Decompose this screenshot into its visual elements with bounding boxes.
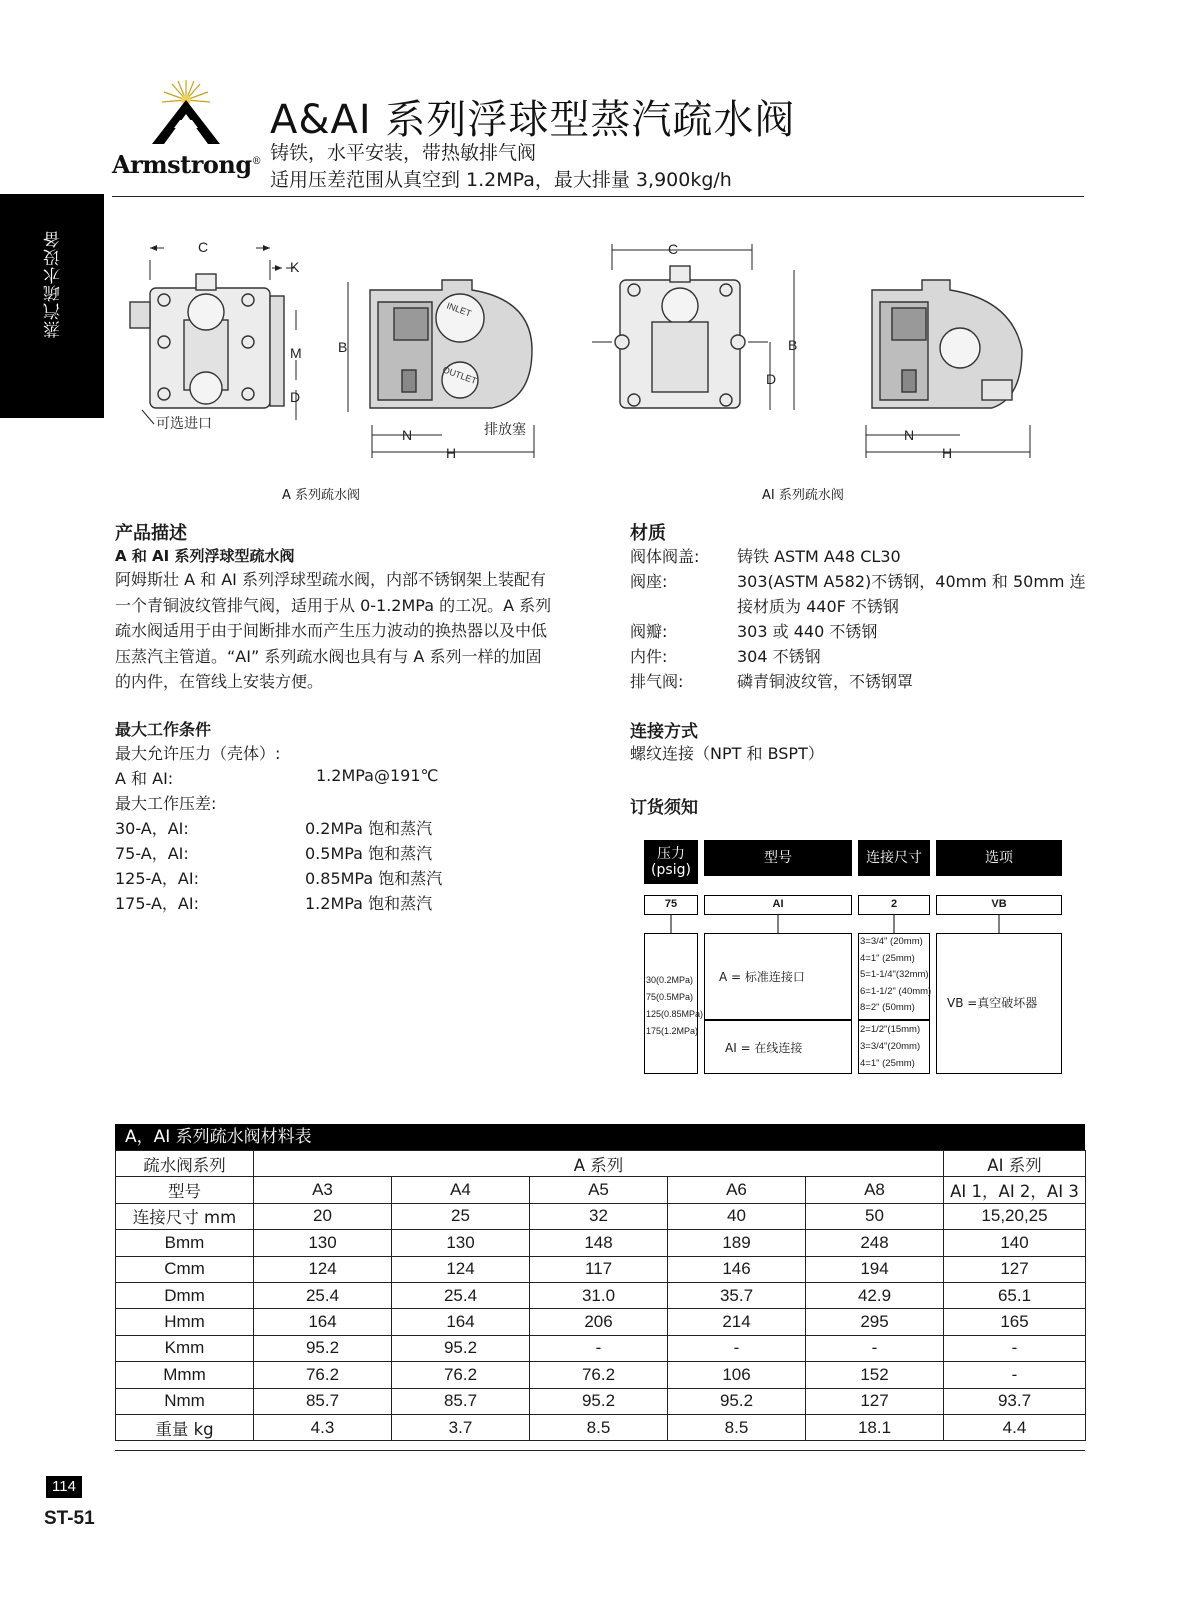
description-line: 一个青铜波纹管排气阀，适用于从 0-1.2MPa 的工况。A 系列 xyxy=(115,595,552,615)
dim-k-label: K xyxy=(290,259,300,275)
ai-series-caption: AI 系列疏水阀 xyxy=(762,488,844,503)
table-cell: 117 xyxy=(530,1256,668,1282)
table-cell: 76.2 xyxy=(392,1362,530,1388)
table-cell: 295 xyxy=(806,1309,944,1335)
model-ai-text: AI = 在线连接 xyxy=(725,1041,803,1055)
size-option: 5=1-1/4"(32mm) xyxy=(860,969,929,980)
table-cell: 76.2 xyxy=(254,1362,392,1388)
ai-dim-c-label: C xyxy=(668,241,679,257)
order-model-a-box xyxy=(704,933,852,1020)
dim-b-label: B xyxy=(338,339,348,355)
table-row xyxy=(116,1177,1086,1203)
table-cell: 18.1 xyxy=(806,1414,944,1440)
table-cell: 165 xyxy=(944,1309,1086,1335)
table-cell: 8.5 xyxy=(668,1414,806,1440)
ordering-diagram xyxy=(638,840,1078,1090)
table-cell: 127 xyxy=(944,1256,1086,1282)
table-cell: 164 xyxy=(392,1309,530,1335)
table-cell: 206 xyxy=(530,1309,668,1335)
a-series-front-view xyxy=(130,274,284,408)
subtitle-range: 适用压差范围从真空到 1.2MPa，最大排量 3,900kg/h xyxy=(270,169,732,191)
table-cell: 4.3 xyxy=(254,1414,392,1440)
brand-name: Armstrong® xyxy=(112,150,262,179)
condition-label: 最大工作压差: xyxy=(115,794,217,813)
table-cell: 85.7 xyxy=(392,1388,530,1414)
table-cell: A5 xyxy=(530,1177,668,1203)
table-cell: 124 xyxy=(254,1256,392,1282)
condition-value: 1.2MPa 饱和蒸汽 xyxy=(305,894,433,913)
outlet-label: OUTLET xyxy=(441,364,479,387)
row-label: Kmm xyxy=(116,1335,254,1361)
order-size-a-box xyxy=(858,933,930,1020)
table-cell: 25 xyxy=(392,1203,530,1229)
table-cell: 152 xyxy=(806,1362,944,1388)
table-row xyxy=(116,1309,1086,1335)
table-cell: 127 xyxy=(806,1388,944,1414)
condition-label: 125-A，AI: xyxy=(115,869,199,888)
condition-label: A 和 AI: xyxy=(115,769,174,788)
material-value: 304 不锈钢 xyxy=(737,647,821,666)
ordering-heading: 订货须知 xyxy=(630,798,698,818)
table-cell: 95.2 xyxy=(530,1388,668,1414)
row-label: Bmm xyxy=(116,1230,254,1256)
table-cell: 140 xyxy=(944,1230,1086,1256)
table-cell: A3 xyxy=(254,1177,392,1203)
condition-value: 0.85MPa 饱和蒸汽 xyxy=(305,869,443,888)
table-row xyxy=(116,1362,1086,1388)
order-size-ai-box xyxy=(858,1020,930,1074)
order-header-option: 选项 xyxy=(936,840,1062,876)
condition-value: 0.5MPa 饱和蒸汽 xyxy=(305,844,433,863)
subtitle-installation: 铸铁，水平安装，带热敏排气阀 xyxy=(270,142,537,164)
description-line: 阿姆斯壮 A 和 AI 系列浮球型疏水阀，内部不锈钢架上装配有 xyxy=(115,570,546,589)
series-a-cell: A 系列 xyxy=(254,1151,944,1177)
row-label: 连接尺寸 mm xyxy=(116,1203,254,1229)
order-example-pressure: 75 xyxy=(644,895,698,915)
order-connectors xyxy=(638,915,1078,933)
table-cell: 25.4 xyxy=(392,1282,530,1308)
description-subheading: A 和 AI 系列浮球型疏水阀 xyxy=(115,547,295,565)
table-cell: 42.9 xyxy=(806,1282,944,1308)
dim-d-label: D xyxy=(290,389,301,405)
order-example-model: AI xyxy=(704,895,852,915)
ai-dim-b-label: B xyxy=(788,337,798,353)
materials-heading: 材质 xyxy=(630,523,666,544)
trap-drawings xyxy=(112,230,1082,530)
table-cell: 95.2 xyxy=(668,1388,806,1414)
ai-series-front-view xyxy=(615,266,745,408)
size-option: 3=3/4"(20mm) xyxy=(860,1041,921,1052)
table-cell: 15,20,25 xyxy=(944,1203,1086,1229)
table-cell: A8 xyxy=(806,1177,944,1203)
size-option: 8=2" (50mm) xyxy=(860,1002,915,1013)
table-cell: 65.1 xyxy=(944,1282,1086,1308)
size-option: 6=1-1/2" (40mm) xyxy=(860,985,932,997)
order-example-size: 2 xyxy=(858,895,930,915)
table-cell: 130 xyxy=(254,1230,392,1256)
table-cell: 50 xyxy=(806,1203,944,1229)
material-value: 303(ASTM A582)不锈钢，40mm 和 50mm 连 xyxy=(737,572,1086,591)
dim-h-label: H xyxy=(446,445,457,461)
table-cell: 124 xyxy=(392,1256,530,1282)
table-row xyxy=(116,1388,1086,1414)
page-title: A&AI 系列浮球型蒸汽疏水阀 xyxy=(270,97,796,143)
table-cell: 194 xyxy=(806,1256,944,1282)
table-cell: 189 xyxy=(668,1230,806,1256)
materials-table xyxy=(115,1124,1085,1441)
ai-dim-n-label: N xyxy=(904,427,915,443)
table-cell: 31.0 xyxy=(530,1282,668,1308)
table-title: A，AI 系列疏水阀材料表 xyxy=(115,1124,1085,1150)
pressure-option: 125(0.85MPa) xyxy=(646,1009,704,1019)
table-row xyxy=(116,1414,1086,1440)
dim-m-label: M xyxy=(290,345,302,361)
table-cell: 3.7 xyxy=(392,1414,530,1440)
option-text: VB =真空破坏器 xyxy=(947,996,1038,1010)
material-label: 阀瓣: xyxy=(630,622,668,641)
table-row xyxy=(116,1203,1086,1229)
row-label: Dmm xyxy=(116,1282,254,1308)
table-cell: A4 xyxy=(392,1177,530,1203)
size-option: 2=1/2"(15mm) xyxy=(860,1024,921,1035)
order-model-ai-box xyxy=(704,1020,852,1074)
table-cell: 214 xyxy=(668,1309,806,1335)
connection-text: 螺纹连接（NPT 和 BSPT） xyxy=(630,744,824,763)
table-cell: 20 xyxy=(254,1203,392,1229)
condition-label: 30-A，AI: xyxy=(115,819,189,838)
material-value: 磷青铜波纹管，不锈钢罩 xyxy=(737,672,914,691)
condition-label: 75-A，AI: xyxy=(115,844,189,863)
order-example-option: VB xyxy=(936,895,1062,915)
table-cell: 85.7 xyxy=(254,1388,392,1414)
table-cell: AI 1，AI 2，AI 3 xyxy=(944,1177,1086,1203)
material-value: 303 或 440 不锈钢 xyxy=(737,622,878,641)
page-code: ST-51 xyxy=(44,1508,95,1529)
condition-label: 175-A，AI: xyxy=(115,894,199,913)
table-cell: 76.2 xyxy=(530,1362,668,1388)
table-row xyxy=(116,1230,1086,1256)
table-cell: - xyxy=(806,1335,944,1361)
material-label: 阀座: xyxy=(630,572,668,591)
table-cell: 35.7 xyxy=(668,1282,806,1308)
table-cell: 164 xyxy=(254,1309,392,1335)
dim-c-label: C xyxy=(198,239,209,255)
series-ai-cell: AI 系列 xyxy=(944,1151,1086,1177)
optional-inlet-label: 可选进口 xyxy=(156,415,212,431)
table-cell: 40 xyxy=(668,1203,806,1229)
table-row xyxy=(116,1282,1086,1308)
dimensions-table xyxy=(115,1150,1086,1441)
condition-value: 1.2MPa@191℃ xyxy=(316,766,439,785)
table-cell: 25.4 xyxy=(254,1282,392,1308)
pressure-option: 175(1.2MPa) xyxy=(646,1026,699,1036)
order-option-box xyxy=(936,933,1062,1074)
size-option: 4=1" (25mm) xyxy=(860,952,915,964)
description-heading: 产品描述 xyxy=(115,523,187,544)
description-line: 压蒸汽主管道。“AI” 系列疏水阀也具有与 A 系列一样的加固 xyxy=(115,646,542,666)
ai-dim-h-label: H xyxy=(942,445,953,461)
size-option: 4=1" (25mm) xyxy=(860,1058,915,1069)
table-cell: 146 xyxy=(668,1256,806,1282)
page-number: 114 xyxy=(46,1476,82,1498)
material-value: 铸铁 ASTM A48 CL30 xyxy=(737,547,901,566)
material-label: 排气阀: xyxy=(630,672,684,691)
pressure-option: 75(0.5MPa) xyxy=(646,992,694,1002)
order-header-size: 连接尺寸 xyxy=(858,840,930,876)
size-option: 3=3/4" (20mm) xyxy=(860,936,923,947)
pressure-option: 30(0.2MPa) xyxy=(646,975,694,985)
a-series-section-view xyxy=(370,280,532,408)
row-label: Hmm xyxy=(116,1309,254,1335)
drain-plug-label: 排放塞 xyxy=(484,421,526,437)
description-line: 的内件，在管线上安装方便。 xyxy=(115,672,324,692)
table-cell: 32 xyxy=(530,1203,668,1229)
ai-dim-d-label: D xyxy=(766,371,777,387)
side-tab-label: 蒸汽疏水设备 xyxy=(44,230,64,338)
table-cell: 148 xyxy=(530,1230,668,1256)
description-body xyxy=(115,567,595,695)
table-cell: 93.7 xyxy=(944,1388,1086,1414)
table-row xyxy=(116,1256,1086,1282)
table-row xyxy=(116,1335,1086,1361)
description-line: 疏水阀适用于由于间断排水而产生压力波动的换热器以及中低 xyxy=(115,621,548,641)
conditions-heading: 最大工作条件 xyxy=(115,720,212,739)
row-label: Cmm xyxy=(116,1256,254,1282)
order-header-model: 型号 xyxy=(704,840,852,876)
model-a-text: A = 标准连接口 xyxy=(719,970,805,984)
table-row xyxy=(116,1151,1086,1177)
table-cell: 4.4 xyxy=(944,1414,1086,1440)
connection-heading: 连接方式 xyxy=(630,722,698,742)
table-cell: - xyxy=(668,1335,806,1361)
row-label: Nmm xyxy=(116,1388,254,1414)
table-cell: 130 xyxy=(392,1230,530,1256)
table-cell: 8.5 xyxy=(530,1414,668,1440)
material-value-cont: 接材质为 440F 不锈钢 xyxy=(737,597,899,616)
table-cell: 95.2 xyxy=(254,1335,392,1361)
max-pressure-label: 最大允许压力（壳体）: xyxy=(115,744,281,763)
table-cell: - xyxy=(530,1335,668,1361)
dim-n-label: N xyxy=(402,427,413,443)
table-cell: 95.2 xyxy=(392,1335,530,1361)
order-pressure-box xyxy=(644,933,704,1074)
ai-series-section-view xyxy=(872,280,1022,408)
material-label: 内件: xyxy=(630,647,668,666)
footer-rule xyxy=(115,1450,1085,1451)
row-label: Mmm xyxy=(116,1362,254,1388)
side-tab xyxy=(0,194,104,418)
a-series-caption: A 系列疏水阀 xyxy=(282,488,361,503)
series-label-cell: 疏水阀系列 xyxy=(116,1151,254,1177)
table-cell: 106 xyxy=(668,1362,806,1388)
material-label: 阀体阀盖: xyxy=(630,547,700,566)
row-label: 型号 xyxy=(116,1177,254,1203)
table-cell: - xyxy=(944,1362,1086,1388)
row-label: 重量 kg xyxy=(116,1414,254,1440)
order-header-pressure: 压力 (psig) xyxy=(644,840,698,884)
table-cell: A6 xyxy=(668,1177,806,1203)
inlet-label: INLET xyxy=(445,300,473,319)
condition-value: 0.2MPa 饱和蒸汽 xyxy=(305,819,433,838)
table-cell: 248 xyxy=(806,1230,944,1256)
table-cell: - xyxy=(944,1335,1086,1361)
header-rule xyxy=(112,196,1084,197)
